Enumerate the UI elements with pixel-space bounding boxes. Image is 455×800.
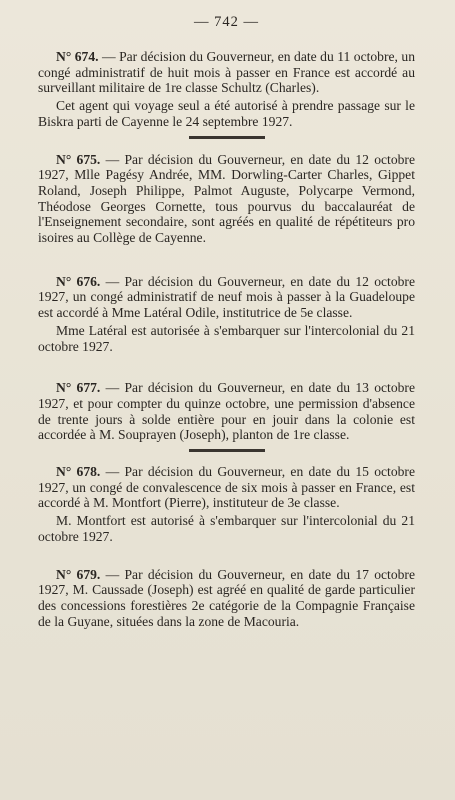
entry-674-text: — Par décision du Gouverneur, en date du 11 octobre, un congé administratif de huit mois à passer en France est accordé au surveillant militaire de 1re classe Schultz (Charles). [38,49,415,96]
entry-675-paragraph-1 [38,152,415,246]
entry-676-paragraph-2: Mme Latéral est autorisée à s'embarquer sur l'intercolonial du 21 octobre 1927. [38,322,415,354]
entry-677-text: — Par décision du Gouverneur, en date du 13 octobre 1927, et pour compter du quinze octobre, une permission d'absence de trente jours à solde entière pour en jouir dans la colonie est accordée à M. Souprayen (Joseph), planton de 1re classe. [38,380,415,443]
entry-679-text: — Par décision du Gouverneur, en date du 17 octobre 1927, M. Caussade (Joseph) est agréé en qualité de garde particulier des concessions forestières 2e catégorie de la Compagnie Française de la Guyane, situées dans la zone de Macouria. [38,566,415,629]
entry-677-paragraph-1 [38,380,415,443]
entry-679-paragraph-1 [38,567,415,630]
entry-674 [38,49,415,130]
entry-677-number: N° 677. [56,380,101,396]
entry-674-paragraph-2: Cet agent qui voyage seul a été autorisé à prendre passage sur le Biskra parti de Cayenne le 24 septembre 1927. [38,98,415,129]
entry-676-paragraph-1 [38,274,415,321]
entry-678-paragraph-1 [38,464,415,511]
entry-679 [38,567,415,630]
entry-677 [38,380,415,443]
entry-679-number: N° 679. [56,566,101,582]
entry-675 [38,152,415,246]
entry-675-text: — Par décision du Gouverneur, en date du 12 octobre 1927, Mlle Pagésy Andrée, MM. Dorwling-Carter Charles, Gippet Roland, Joseph Philippe, Palmot Auguste, Polycarpe Vermond, Théodose Georges Cornette, tous pourvus du baccalauréat de l'Enseignement secondaire, sont agréés en qualité de répétiteurs pro isoires au Collège de Cayenne. [38,151,415,246]
entry-674-number: N° 674. [56,49,99,64]
entry-676-number: N° 676. [56,273,101,289]
entry-676-text: — Par décision du Gouverneur, en date du 12 octobre 1927, un congé administratif de neuf mois à passer à la Guadeloupe est accordé à Mme Latéral Odile, institutrice de 5e classe. [38,273,415,321]
page-number: — 742 — [194,14,259,30]
entry-678-number: N° 678. [56,464,101,480]
entry-676 [38,274,415,355]
entry-678-text: — Par décision du Gouverneur, en date du 15 octobre 1927, un congé de convalescence de six mois à passer en France, est accordé à M. Montfort (Pierre), instituteur de 3e classe. [38,464,415,511]
entry-678 [38,464,415,545]
entry-678-paragraph-2: M. Montfort est autorisé à s'embarquer sur l'intercolonial du 21 octobre 1927. [38,513,415,544]
entry-674-paragraph-1 [38,49,415,96]
entry-675-number: N° 675. [56,151,101,167]
